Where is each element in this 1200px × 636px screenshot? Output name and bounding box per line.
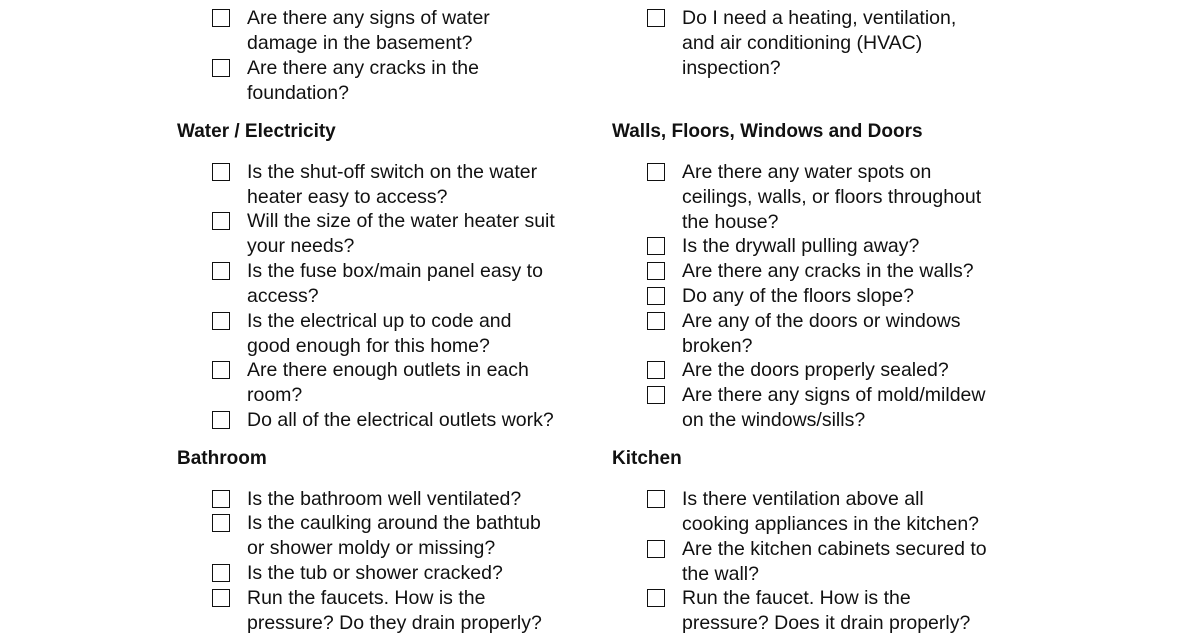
- checklist-item-line: Will the size of the water heater suit: [247, 210, 555, 232]
- checklist-item-text: [682, 358, 949, 383]
- section-heading-walls-floors-windows-doors: Walls, Floors, Windows and Doors: [612, 121, 923, 142]
- checkbox[interactable]: [212, 564, 230, 582]
- checkbox[interactable]: [647, 490, 665, 508]
- checklist-item-line: access?: [247, 285, 319, 307]
- checkbox[interactable]: [647, 540, 665, 558]
- checklist-item-text: [247, 511, 541, 561]
- checklist-item-text: [682, 309, 961, 359]
- checklist-item-line: Do I need a heating, ventilation,: [682, 7, 957, 29]
- checklist-item-line: inspection?: [682, 57, 781, 79]
- checklist-item-line: room?: [247, 384, 303, 406]
- checklist-item-line: your needs?: [247, 235, 355, 257]
- checklist-item-line: Is the drywall pulling away?: [682, 235, 920, 257]
- checkbox[interactable]: [647, 589, 665, 607]
- checklist-item-text: [682, 537, 987, 587]
- checklist-item-line: damage in the basement?: [247, 32, 473, 54]
- checkbox[interactable]: [212, 9, 230, 27]
- checklist-item-line: Are there any signs of water: [247, 7, 490, 29]
- checklist-item-line: Is there ventilation above all: [682, 488, 924, 510]
- checklist-item-line: cooking appliances in the kitchen?: [682, 513, 980, 535]
- checklist-item-text: [247, 209, 555, 259]
- checkbox[interactable]: [212, 163, 230, 181]
- checklist-item-text: [247, 358, 529, 408]
- checklist-item-line: Do any of the floors slope?: [682, 285, 914, 307]
- checklist-item-text: [682, 383, 985, 433]
- checklist-item-line: foundation?: [247, 82, 349, 104]
- checklist-item-text: [247, 586, 542, 636]
- checklist-item-text: [682, 284, 914, 309]
- checkbox[interactable]: [647, 262, 665, 280]
- checkbox[interactable]: [212, 411, 230, 429]
- checklist-item-text: [682, 6, 956, 81]
- checkbox[interactable]: [647, 237, 665, 255]
- checklist-item-line: Is the tub or shower cracked?: [247, 562, 503, 584]
- checklist-item-text: [682, 259, 974, 284]
- checklist-item-line: heater easy to access?: [247, 186, 448, 208]
- checklist-item-line: Are there any water spots on: [682, 161, 932, 183]
- section-heading-water-electricity: Water / Electricity: [177, 121, 336, 142]
- checklist-item-line: Are the kitchen cabinets secured to: [682, 538, 987, 560]
- checklist-item-line: Is the electrical up to code and: [247, 310, 512, 332]
- checklist-item-text: [247, 56, 479, 106]
- checkbox[interactable]: [647, 386, 665, 404]
- checklist-item-line: or shower moldy or missing?: [247, 537, 496, 559]
- checklist-item-text: [682, 234, 919, 259]
- checklist-item-text: [682, 160, 981, 235]
- checkbox[interactable]: [647, 361, 665, 379]
- checkbox[interactable]: [212, 59, 230, 77]
- checklist-item-line: Run the faucet. How is the: [682, 587, 911, 609]
- checkbox[interactable]: [212, 589, 230, 607]
- checklist-item-line: Is the caulking around the bathtub: [247, 512, 541, 534]
- checklist-item-text: [247, 259, 543, 309]
- checkbox[interactable]: [212, 514, 230, 532]
- checklist-item-line: Are the doors properly sealed?: [682, 359, 949, 381]
- checklist-item-line: the house?: [682, 211, 779, 233]
- checklist-item-line: Are there any cracks in the walls?: [682, 260, 974, 282]
- checklist-item-line: ceilings, walls, or floors throughout: [682, 186, 982, 208]
- checklist-item-text: [247, 309, 512, 359]
- checkbox[interactable]: [647, 312, 665, 330]
- checklist-item-text: [247, 487, 521, 512]
- checkbox[interactable]: [212, 212, 230, 230]
- checklist-item-text: [247, 408, 554, 433]
- checklist-item-text: [247, 6, 490, 56]
- checklist-item-line: pressure? Does it drain properly?: [682, 612, 971, 634]
- checklist-item-line: broken?: [682, 335, 753, 357]
- checklist-item-line: and air conditioning (HVAC): [682, 32, 923, 54]
- checklist-item-text: [247, 160, 537, 210]
- checklist-item-line: Run the faucets. How is the: [247, 587, 486, 609]
- checkbox[interactable]: [647, 163, 665, 181]
- checklist-item-line: pressure? Do they drain properly?: [247, 612, 542, 634]
- checkbox[interactable]: [212, 361, 230, 379]
- checklist-item-text: [682, 586, 970, 636]
- checkbox[interactable]: [212, 262, 230, 280]
- checklist-item-line: Do all of the electrical outlets work?: [247, 409, 554, 431]
- checklist-item-line: the wall?: [682, 563, 759, 585]
- checklist-item-line: good enough for this home?: [247, 335, 490, 357]
- checklist-item-line: Are there enough outlets in each: [247, 359, 529, 381]
- checklist-item-text: [682, 487, 979, 537]
- checklist-item-line: Are there any signs of mold/mildew: [682, 384, 986, 406]
- section-heading-bathroom: Bathroom: [177, 448, 267, 469]
- checkbox[interactable]: [212, 490, 230, 508]
- checklist-item-line: Is the bathroom well ventilated?: [247, 488, 522, 510]
- checkbox[interactable]: [647, 9, 665, 27]
- checklist-item-line: Is the fuse box/main panel easy to: [247, 260, 543, 282]
- checklist-item-text: [247, 561, 503, 586]
- checklist-item-line: Are any of the doors or windows: [682, 310, 961, 332]
- checkbox[interactable]: [647, 287, 665, 305]
- checklist-item-line: on the windows/sills?: [682, 409, 866, 431]
- checkbox[interactable]: [212, 312, 230, 330]
- section-heading-kitchen: Kitchen: [612, 448, 682, 469]
- checklist-item-line: Are there any cracks in the: [247, 57, 479, 79]
- checklist-item-line: Is the shut-off switch on the water: [247, 161, 538, 183]
